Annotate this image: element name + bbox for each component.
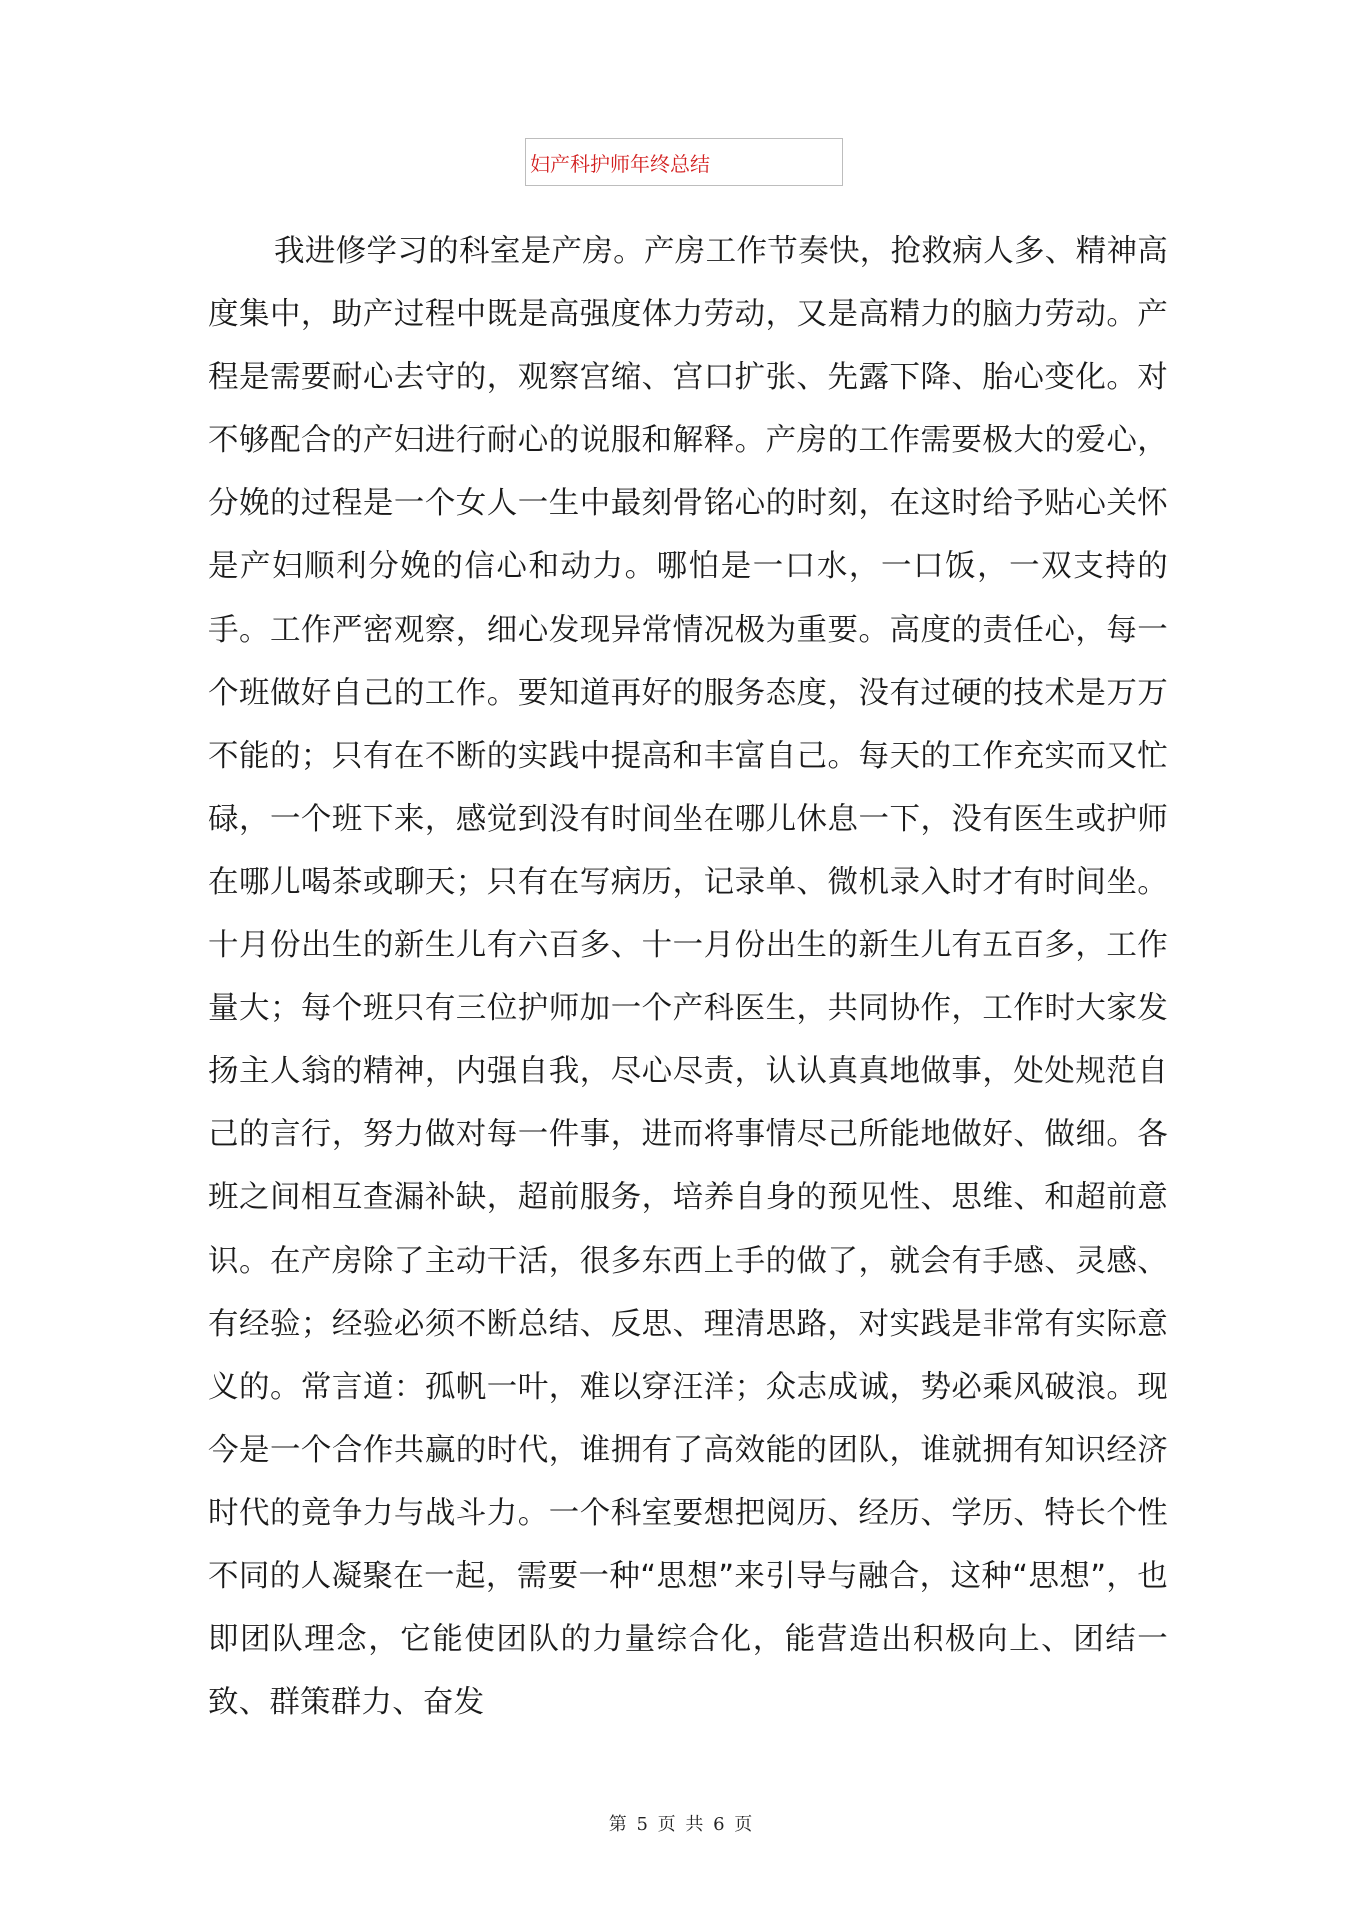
page-number-footer: 第 5 页 共 6 页 <box>608 1814 755 1835</box>
body-paragraph: 我进修学习的科室是产房。产房工作节奏快，抢救病人多、精神高度集中，助产过程中既是高强度体力劳动，又是高精力的脑力劳动。产程是需要耐心去守的，观察宫缩、宫口扩张、先露下降、胎心变化。对不够配合的产妇进行耐心的说服和解释。产房的工作需要极大的爱心，分娩的过程是一个女人一生中最刻骨铭心的时刻，在这时给予贴心关怀是产妇顺利分娩的信心和动力。哪怕是一口水，一口饭，一双支持的手。工作严密观察，细心发现异常情况极为重要。高度的责任心，每一个班做好自己的工作。要知道再好的服务态度，没有过硬的技术是万万不能的；只有在不断的实践中提高和丰富自己。每天的工作充实而又忙碌，一个班下来，感觉到没有时间坐在哪儿休息一下，没有医生或护师在哪儿喝茶或聊天；只有在写病历，记录单、微机录入时才有时间坐。十月份出生的新生儿有六百多、十一月份出生的新生儿有五百多，工作量大；每个班只有三位护师加一个产科医生，共同协作，工作时大家发扬主人翁的精神，内强自我，尽心尽责，认认真真地做事，处处规范自己的言行，努力做对每一件事，进而将事情尽己所能地做好、做细。各班之间相互查漏补缺，超前服务，培养自身的预见性、思维、和超前意识。在产房除了主动干活，很多东西上手的做了，就会有手感、灵感、有经验；经验必须不断总结、反思、理清思路，对实践是非常有实际意义的。常言道：孤帆一叶，难以穿汪洋；众志成诚，势必乘风破浪。现今是一个合作共赢的时代，谁拥有了高效能的团队，谁就拥有知识经济时代的竟争力与战斗力。一个科室要想把阅历、经历、学历、特长个性不同的人凝聚在一起，需要一种“思想”来引导与融合，这种“思想”，也即团队理念，它能使团队的力量综合化，能营造出积极向上、团结一致、群策群力、奋发 <box>208 234 1168 1721</box>
document-title: 妇产科护师年终总结 <box>530 151 710 176</box>
header-title-box <box>525 138 843 186</box>
